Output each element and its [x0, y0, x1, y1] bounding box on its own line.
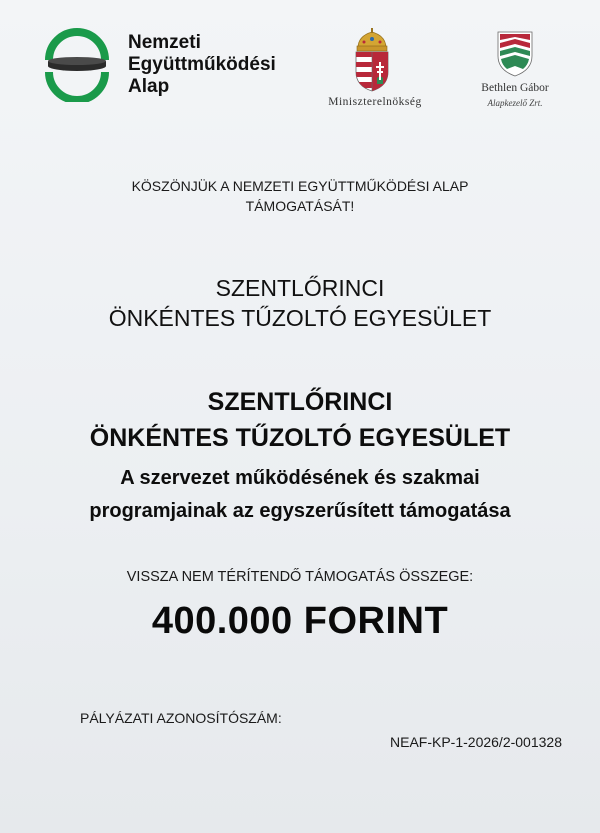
neaf-logo — [40, 28, 300, 108]
organization-name-bold-line-1: SZENTLŐRINCI — [207, 388, 393, 416]
neaf-wordmark — [128, 32, 276, 98]
organization-name-line-1: SZENTLŐRINCI — [215, 275, 385, 301]
bethlen-gabor-subtitle: Alapkezelő Zrt. — [487, 98, 543, 108]
bethlen-gabor-logo — [465, 28, 565, 118]
organization-name-bold-line-2: ÖNKÉNTES TŰZOLTÓ EGYESÜLET — [89, 424, 511, 452]
neaf-line-1: Nemzeti — [128, 32, 201, 53]
program-description — [0, 462, 600, 528]
thanks-line-1: KÖSZÖNJÜK A NEMZETI EGYÜTTMŰKÖDÉSI ALAP — [131, 178, 469, 194]
bethlen-gabor-shield-icon — [495, 28, 535, 78]
program-line-2: programjainak az egyszerűsített támogatása — [89, 500, 511, 522]
grant-amount-label: VISSZA NEM TÉRÍTENDŐ TÁMOGATÁS ÖSSZEGE: — [126, 569, 474, 585]
application-id-label: PÁLYÁZATI AZONOSÍTÓSZÁM: — [80, 710, 282, 726]
application-id-value: NEAF-KP-1-2026/2-001328 — [390, 734, 562, 750]
ministry-logo — [300, 28, 450, 118]
bethlen-gabor-name: Bethlen Gábor — [481, 82, 549, 94]
neaf-line-2: Együttműködési — [128, 54, 276, 75]
ministry-name: Miniszterelnökség — [328, 96, 422, 108]
grant-amount-value: 400.000 FORINT — [151, 600, 449, 642]
organization-name — [0, 273, 600, 333]
hungarian-coat-of-arms-icon — [350, 28, 394, 92]
neaf-ring-logo-icon — [40, 28, 114, 102]
neaf-line-3: Alap — [128, 76, 170, 97]
program-line-1: A szervezet működésének és szakmai — [120, 467, 480, 489]
organization-name-bold — [0, 384, 600, 456]
thanks-message — [0, 176, 600, 216]
thanks-line-2: TÁMOGATÁSÁT! — [245, 198, 355, 214]
organization-name-line-2: ÖNKÉNTES TŰZOLTÓ EGYESÜLET — [108, 305, 492, 331]
